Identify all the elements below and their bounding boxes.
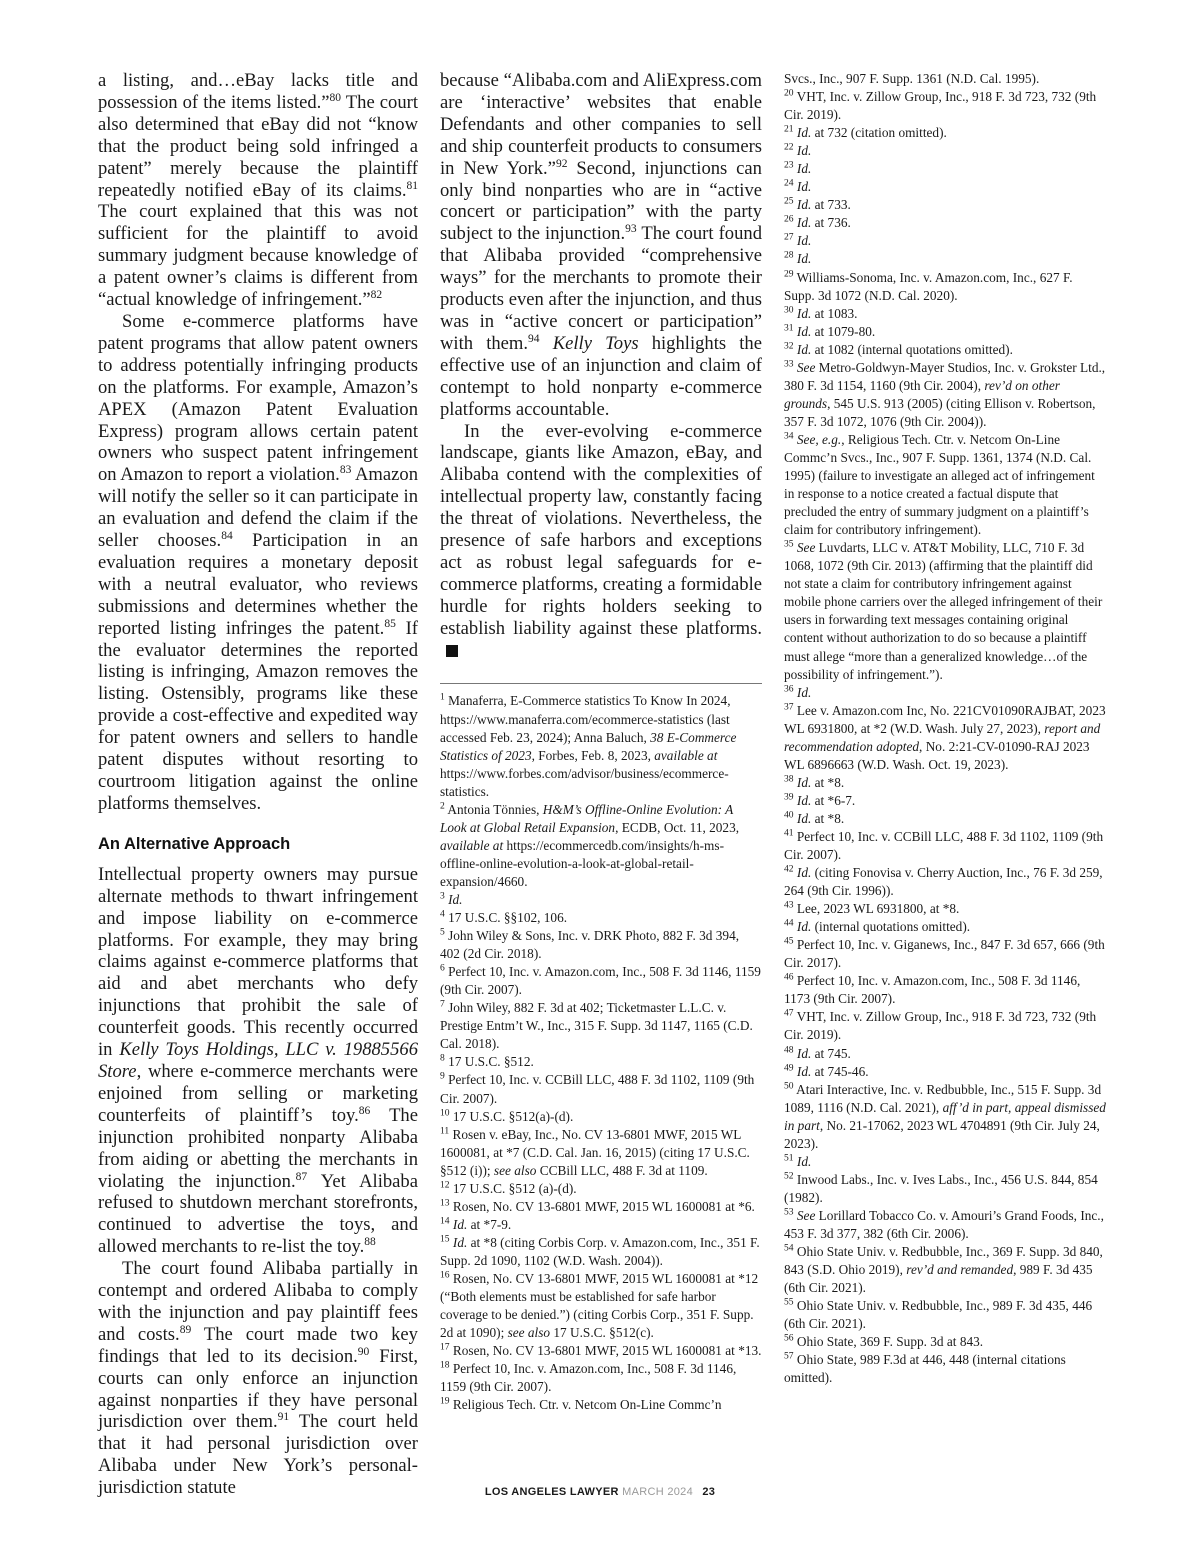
page-number: 23 — [702, 1486, 716, 1498]
footnote: $^9$ Perfect 10, Inc. v. CCBill LLC, 488 F. 3d 1102, 1109 (9th Cir. 2007). — [440, 1071, 755, 1106]
italic-text: Id. — [796, 792, 812, 808]
footnote: $^{42}$ Id. (citing Fonovisa v. Cherry Auction, Inc., 76 F. 3d 259, 264 (9th Cir. 1996)). — [784, 863, 1103, 899]
footnote: $^{15}$ Id. at *8 (citing Corbis Corp. v. Amazon.com, Inc., 351 F. Supp. 2d 1090, 1102 (W.D. Wash. 2004)). — [440, 1233, 760, 1268]
note-number: 18 — [440, 1359, 450, 1371]
italic-text: see also — [493, 1162, 537, 1178]
note-number: 51 — [784, 1152, 794, 1164]
italic-text: Id. — [448, 891, 463, 907]
paragraph: Some e-commerce platforms have patent programs that allow patent owners to address potentially infringing products on the platforms. For example, Amazon’s APEX (Amazon Patent Evaluation Express) program allows certain patent owners who suspect patent infringement on Amazon to report a violation.$^{83}$ Amazon will notify the seller so it can participate in an evaluation and defend the claim if the seller chooses.$^{84}$ Participation in an evaluation requires a monetary deposit with a neutral evaluator, who reviews submissions and determines whether the reported listing infringes the patent.$^{85}$ If the evaluator determines the reported listing is infringing, Amazon removes the listing. Ostensibly, programs like these provide a cost-effective and expedited way for patent owners and sellers to handle patent disputes without resorting to courtroom litigation against the online platforms themselves. — [98, 310, 418, 814]
note-number: 26 — [784, 213, 794, 225]
note-number: 33 — [784, 358, 794, 370]
italic-text: See — [796, 359, 816, 375]
note-number: 7 — [440, 998, 445, 1010]
paragraph: a listing, and…eBay lacks title and possession of the items listed.”$^{80}$ The court also determined that eBay did not “know that the product being sold infringed a patent” merely because the plaintiff repeatedly notified eBay of its claims.$^{81}$ The court explained that this was not sufficient for the plaintiff to avoid summary judgment because knowledge of a patent owner’s claims is different from “actual knowledge of infringement.”$^{82}$ — [98, 70, 418, 311]
note-number: 19 — [440, 1395, 450, 1407]
footnote: $^{11}$ Rosen v. eBay, Inc., No. CV 13-6801 MWF, 2015 WL 1600081, at *7 (C.D. Cal. Jan. 16, 2015) (citing 17 U.S.C. §512 (i)); see also CCBill LLC, 488 F. 3d at 1109. — [440, 1125, 750, 1178]
footnote: $^{34}$ See, e.g., Religious Tech. Ctr. v. Netcom On-Line Commc’n Svcs., Inc., 907 F. Supp. 1361, 1374 (N.D. Cal. 1995) (failure to investigate an alleged act of infringement in response to a notice created a factual dispute that precluded the entry of summary judgment on a plaintiff’s claim for contributory infringement). — [784, 430, 1095, 538]
note-number: 3 — [440, 890, 445, 902]
note-number: 82 — [370, 288, 383, 301]
italic-text: Id. — [796, 161, 812, 177]
footnote: $^{35}$ See Luvdarts, LLC v. AT&T Mobility, LLC, 710 F. 3d 1068, 1072 (9th Cir. 2013) (affirming that the plaintiff did not state a claim for contributory infringement against mobile phone carriers over the alleged infringement of their users in forwarding text messages containing original content without authorization to do so because a plaintiff must allege “more than a generalized knowledge…of the possibility of infringement.”). — [784, 538, 1103, 682]
footnote: $^{33}$ See Metro-Goldwyn-Mayer Studios, Inc. v. Grokster Ltd., 380 F. 3d 1154, 1160 (9th Cir. 2004), rev’d on other grounds, 545 U.S. 913 (2005) (citing Ellison v. Robertson, 357 F. 3d 1072, 1076 (9th Cir. 2004)). — [784, 358, 1106, 429]
footnote — [440, 891, 762, 909]
footnote: $^{52}$ Inwood Labs., Inc. v. Ives Labs., Inc., 456 U.S. 844, 854 (1982). — [784, 1170, 1098, 1205]
paragraph-text: In the ever-evolving e-commerce landscape, giants like Amazon, eBay, and Alibaba contend with the complexities of intellectual property law, constantly facing the threat of violations. Nevertheless, the presence of safe harbors and exceptions act as robust legal safeguards for e-commerce platforms, creating a formidable hurdle for rights holders seeking to establish liability against these platforms. — [440, 420, 762, 639]
note-number: 45 — [784, 935, 794, 947]
footnote — [784, 1153, 1106, 1171]
footnote: $^4$ 17 U.S.C. §§102, 106. — [440, 908, 568, 926]
note-number: 47 — [784, 1008, 794, 1020]
paragraph — [440, 421, 762, 662]
note-number: 29 — [784, 268, 794, 280]
footnote: $^6$ Perfect 10, Inc. v. Amazon.com, Inc., 508 F. 3d 1146, 1159 (9th Cir. 2007). — [440, 962, 761, 998]
italic-text: Id. — [452, 1216, 468, 1232]
note-number: 38 — [784, 773, 794, 785]
footnote: $^7$ John Wiley, 882 F. 3d at 402; Ticketmaster L.L.C. v. Prestige Entm’t W., Inc., 315 F. Supp. 3d 1147, 1165 (C.D. Cal. 2018). — [440, 998, 753, 1052]
column-1 — [98, 70, 418, 1499]
note-number: 41 — [784, 827, 794, 839]
footnote: $^{41}$ Perfect 10, Inc. v. CCBill LLC, 488 F. 3d 1102, 1109 (9th Cir. 2007). — [784, 827, 1104, 863]
italic-text: Id. — [796, 684, 812, 700]
italic-text: aff’d in part, appeal dismissed in part — [784, 1099, 1106, 1133]
footnote: $^{13}$ Rosen, No. CV 13-6801 MWF, 2015 WL 1600081 at *6. — [440, 1197, 755, 1214]
italic-text: Kelly Toys Holdings, LLC v. 19885566 Store — [98, 1039, 418, 1082]
note-number: 1 — [440, 692, 445, 704]
italic-text: Id. — [796, 143, 812, 159]
footnote: $^{45}$ Perfect 10, Inc. v. Giganews, Inc., 847 F. 3d 657, 666 (9th Cir. 2017). — [784, 935, 1105, 971]
footnote: $^{47}$ VHT, Inc. v. Zillow Group, Inc., 918 F. 3d 723, 732 (9th Cir. 2019). — [784, 1008, 1097, 1043]
footnote: $^{14}$ Id. at *7-9. — [440, 1215, 512, 1232]
italic-text: Id. — [796, 919, 812, 935]
note-number: 88 — [364, 1236, 376, 1249]
note-number: 56 — [784, 1332, 794, 1344]
note-number: 11 — [440, 1125, 450, 1137]
note-number: 4 — [440, 908, 445, 920]
footnote: $^2$ Antonia Tönnies, H&M’s Offline-Online Evolution: A Look at Global Retail Expansion, ECDB, Oct. 11, 2023, available at https://ecommercedb.com/insights/h-ms-offline-online-evolution-a-look-at-global-retail-expansion/4660. — [440, 800, 740, 889]
footnote: $^{29}$ Williams-Sonoma, Inc. v. Amazon.com, Inc., 627 F. Supp. 3d 1072 (N.D. Cal. 2020). — [784, 268, 1073, 303]
italic-text: Id. — [796, 1045, 812, 1061]
footnote — [784, 684, 1106, 702]
note-number: 54 — [784, 1242, 794, 1254]
footnote: $^{21}$ Id. at 732 (citation omitted). — [784, 123, 947, 141]
footnote: $^8$ 17 U.S.C. §512. — [440, 1052, 534, 1070]
italic-text: Id. — [796, 233, 812, 249]
italic-text: See, e.g. — [796, 431, 842, 447]
note-number: 20 — [784, 87, 794, 99]
italic-text: Id. — [796, 215, 812, 231]
paragraph: because “Alibaba.com and AliExpress.com are ‘interactive’ websites that enable Defendants and other companies to sell and ship counterfeit products to consumers in New York.”$^{92}$ Second, injunctions can only bind nonparties who are in “active concert or participation” with the party subject to the injunction.$^{93}$ The court found that Alibaba provided “comprehensive ways” for the merchants to promote their products even after the injunction, and thus was in “active concert or participation” with them.$^{94}$ Kelly Toys highlights the effective use of an injunction and claim of contempt to hold nonparty e-commerce platforms accountable. — [440, 70, 762, 420]
note-number: 90 — [357, 1345, 370, 1358]
italic-text: rev’d and remanded — [906, 1262, 1014, 1278]
footnote: $^{32}$ Id. at 1082 (internal quotations omitted). — [784, 340, 1013, 357]
footnote: $^{39}$ Id. at *6-7. — [784, 791, 856, 808]
note-number: 32 — [784, 340, 794, 352]
note-number: 13 — [440, 1197, 450, 1209]
note-number: 57 — [784, 1350, 794, 1362]
note-number: 53 — [784, 1206, 794, 1218]
italic-text: Id. — [796, 774, 812, 790]
note-number: 80 — [329, 91, 342, 104]
footnotes-list — [784, 70, 1106, 1387]
note-number: 30 — [784, 304, 794, 316]
note-number: 17 — [440, 1341, 450, 1353]
footnote: $^{50}$ Atari Interactive, Inc. v. Redbubble, Inc., 515 F. Supp. 3d 1089, 1116 (N.D. Cal. 2021), aff’d in part, appeal dismissed in part, No. 21-17062, 2023 WL 4704891 (9th Cir. July 24, 2023). — [784, 1080, 1106, 1151]
note-number: 91 — [277, 1411, 290, 1424]
note-number: 24 — [784, 177, 794, 189]
note-number: 87 — [295, 1170, 308, 1183]
footnote: $^{55}$ Ohio State Univ. v. Redbubble, Inc., 989 F. 3d 435, 446 (6th Cir. 2021). — [784, 1296, 1093, 1332]
note-number: 40 — [784, 809, 794, 821]
issue-date: MARCH 2024 — [622, 1486, 693, 1498]
note-number: 12 — [440, 1179, 450, 1191]
italic-text: rev’d on other grounds — [784, 377, 1060, 411]
italic-text: See — [796, 1207, 816, 1223]
note-number: 8 — [440, 1052, 445, 1064]
footnote: $^{26}$ Id. at 736. — [784, 213, 851, 231]
footnotes-list — [440, 692, 762, 1414]
note-number: 15 — [440, 1233, 450, 1245]
note-number: 86 — [358, 1104, 371, 1117]
note-number: 48 — [784, 1044, 794, 1056]
italic-text: Id. — [796, 305, 812, 321]
note-number: 37 — [784, 701, 794, 713]
note-number: 21 — [784, 123, 794, 135]
note-number: 6 — [440, 962, 445, 974]
footnote: $^{37}$ Lee v. Amazon.com Inc, No. 221CV01090RAJBAT, 2023 WL 6931800, at *2 (W.D. Wash. July 27, 2023), report and recommendation adopted, No. 2:21-CV-01090-RAJ 2023 WL 6896663 (W.D. Wash. Oct. 19, 2023). — [784, 701, 1106, 772]
footnote: $^{30}$ Id. at 1083. — [784, 304, 858, 321]
end-of-article-mark — [446, 645, 458, 657]
note-number: 55 — [784, 1296, 794, 1308]
italic-text: H&M’s Offline-Online Evolution: A Look at Global Retail Expansion — [440, 801, 733, 835]
italic-text: Id. — [796, 1063, 812, 1079]
publication-name: LOS ANGELES LAWYER — [484, 1486, 619, 1498]
note-number: 94 — [528, 332, 540, 345]
footnote: $^{49}$ Id. at 745-46. — [784, 1062, 869, 1079]
note-number: 27 — [784, 232, 794, 243]
italic-text: Id. — [796, 323, 812, 339]
footnote: $^{46}$ Perfect 10, Inc. v. Amazon.com, Inc., 508 F. 3d 1146, 1173 (9th Cir. 2007). — [784, 971, 1081, 1007]
footnote: $^{38}$ Id. at *8. — [784, 773, 845, 790]
italic-text: Id. — [796, 810, 812, 826]
footnote: $^{54}$ Ohio State Univ. v. Redbubble, Inc., 369 F. Supp. 3d 840, 843 (S.D. Ohio 2019), rev’d and remanded, 989 F. 3d 435 (6th Cir. 2021). — [784, 1242, 1103, 1296]
italic-text: Id. — [796, 1153, 812, 1169]
note-number: 49 — [784, 1062, 794, 1074]
note-number: 85 — [384, 617, 396, 630]
note-number: 92 — [555, 157, 568, 170]
italic-text: Id. — [796, 865, 812, 881]
section-heading: An Alternative Approach — [98, 834, 291, 853]
note-number: 43 — [784, 899, 794, 911]
italic-text: see also — [507, 1325, 551, 1341]
footnote: $^{25}$ Id. at 733. — [784, 195, 851, 213]
note-number: 10 — [440, 1107, 450, 1119]
note-number: 81 — [406, 179, 418, 192]
italic-text: Id. — [796, 125, 812, 141]
footnote: $^{44}$ Id. (internal quotations omitted). — [784, 917, 971, 935]
note-number: 2 — [440, 800, 445, 812]
note-number: 22 — [784, 141, 794, 153]
note-number: 89 — [179, 1323, 192, 1336]
note-number: 9 — [440, 1071, 445, 1083]
footnote: $^{48}$ Id. at 745. — [784, 1044, 851, 1061]
paragraph: Intellectual property owners may pursue alternate methods to thwart infringement and impose liability on e-commerce platforms. For example, they may bring claims against e-commerce platforms that aid and abet merchants who defy injunctions that prohibit the sale of counterfeit goods. This recently occurred in Kelly Toys Holdings, LLC v. 19885566 Store, where e-commerce merchants were enjoined from selling or marketing counterfeits of plaintiff’s toy.$^{86}$ The injunction prohibited nonparty Alibaba from aiding or abetting the merchants in violating the injunction.$^{87}$ Yet Alibaba refused to shutdown merchant storefronts, continued to advertise the toys, and allowed merchants to re-list the toy.$^{88}$ — [98, 863, 418, 1258]
paragraph: The court found Alibaba partially in contempt and ordered Alibaba to comply with the injunction and pay plaintiff fees and costs.$^{89}$ The court made two key findings that led to its decision.$^{90}$ First, courts can only enforce an injunction against nonparties if they have personal jurisdiction over them.$^{91}$ The court held that it had personal jurisdiction over Alibaba under New York’s personal-jurisdiction statute — [98, 1258, 418, 1499]
footnote: $^{43}$ Lee, 2023 WL 6931800, at *8. — [784, 899, 960, 917]
italic-text: available at — [654, 747, 718, 763]
footnote: $^{57}$ Ohio State, 989 F.3d at 446, 448 (internal citations omitted). — [784, 1350, 1066, 1386]
footnote — [784, 232, 1106, 250]
note-number: 16 — [440, 1269, 450, 1281]
italic-text: report and recommendation adopted — [784, 720, 1101, 754]
italic-text: 38 E-Commerce Statistics of 2023 — [440, 729, 737, 763]
italic-text: Id. — [796, 197, 812, 213]
footnote: $^{53}$ See Lorillard Tobacco Co. v. Amouri’s Grand Foods, Inc., 453 F. 3d 377, 382 (6th Cir. 2006). — [784, 1206, 1104, 1241]
note-number: 52 — [784, 1170, 794, 1182]
footnote: $^{40}$ Id. at *8. — [784, 809, 845, 826]
italic-text: Id. — [796, 179, 812, 195]
italic-text: Id. — [452, 1234, 468, 1250]
footnote: $^1$ Manaferra, E-Commerce statistics To Know In 2024, https://www.manaferra.com/ecommerce-statistics (last accessed Feb. 23, 2024); Anna Baluch, 38 E-Commerce Statistics of 2023, Forbes, Feb. 8, 2023, available at https://www.forbes.com/advisor/business/ecommerce-statistics. — [440, 692, 737, 799]
note-number: 36 — [784, 683, 794, 695]
footnote: Svcs., Inc., 907 F. Supp. 1361 (N.D. Cal. 1995). — [784, 71, 1040, 86]
footnote — [784, 178, 1106, 196]
italic-text: Kelly Toys — [552, 332, 639, 354]
footnote: $^{20}$ VHT, Inc. v. Zillow Group, Inc., 918 F. 3d 723, 732 (9th Cir. 2019). — [784, 87, 1097, 123]
note-number: 25 — [784, 195, 794, 207]
footnote: $^{19}$ Religious Tech. Ctr. v. Netcom On-Line Commc’n — [440, 1395, 722, 1413]
note-number: 50 — [784, 1080, 794, 1092]
note-number: 46 — [784, 971, 794, 983]
note-number: 39 — [784, 791, 794, 803]
note-number: 14 — [440, 1215, 450, 1227]
italic-text: Id. — [796, 341, 812, 357]
note-number: 34 — [784, 430, 794, 442]
footnote: $^{12}$ 17 U.S.C. §512 (a)-(d). — [440, 1179, 577, 1196]
footnote-divider — [440, 683, 762, 684]
note-number: 93 — [625, 223, 637, 236]
page-footer — [0, 1486, 1200, 1498]
column-3 — [784, 70, 1106, 1387]
footnote: $^{10}$ 17 U.S.C. §512(a)-(d). — [440, 1107, 574, 1124]
note-number: 44 — [784, 917, 794, 929]
italic-text: Id. — [796, 251, 812, 267]
note-number: 23 — [784, 159, 794, 171]
note-number: 35 — [784, 538, 794, 550]
footnote: $^{18}$ Perfect 10, Inc. v. Amazon.com, Inc., 508 F. 3d 1146, 1159 (9th Cir. 2007). — [440, 1359, 737, 1395]
note-number: 28 — [784, 250, 794, 262]
column-2 — [440, 70, 762, 1414]
note-number: 42 — [784, 863, 794, 875]
footnote — [784, 142, 1106, 160]
footnote: $^{31}$ Id. at 1079-80. — [784, 322, 876, 339]
note-number: 84 — [221, 529, 233, 542]
italic-text: available at — [440, 837, 504, 853]
footnote: $^{16}$ Rosen, No. CV 13-6801 MWF, 2015 WL 1600081 at *12 (“Both elements must be established for safe harbor coverage to be denied.”) (citing Corbis Corp., 351 F. Supp. 2d at 1090); see also 17 U.S.C. §512(c). — [440, 1269, 759, 1341]
note-number: 5 — [440, 926, 445, 938]
footnote: $^{17}$ Rosen, No. CV 13-6801 MWF, 2015 WL 1600081 at *13. — [440, 1341, 762, 1359]
note-number: 31 — [784, 322, 794, 334]
footnote: $^5$ John Wiley & Sons, Inc. v. DRK Photo, 882 F. 3d 394, 402 (2d Cir. 2018). — [440, 926, 740, 962]
italic-text: See — [796, 540, 816, 556]
footnote — [784, 250, 1106, 268]
footnote — [784, 160, 1106, 178]
note-number: 83 — [339, 464, 352, 477]
footnote: $^{56}$ Ohio State, 369 F. Supp. 3d at 843. — [784, 1332, 984, 1350]
